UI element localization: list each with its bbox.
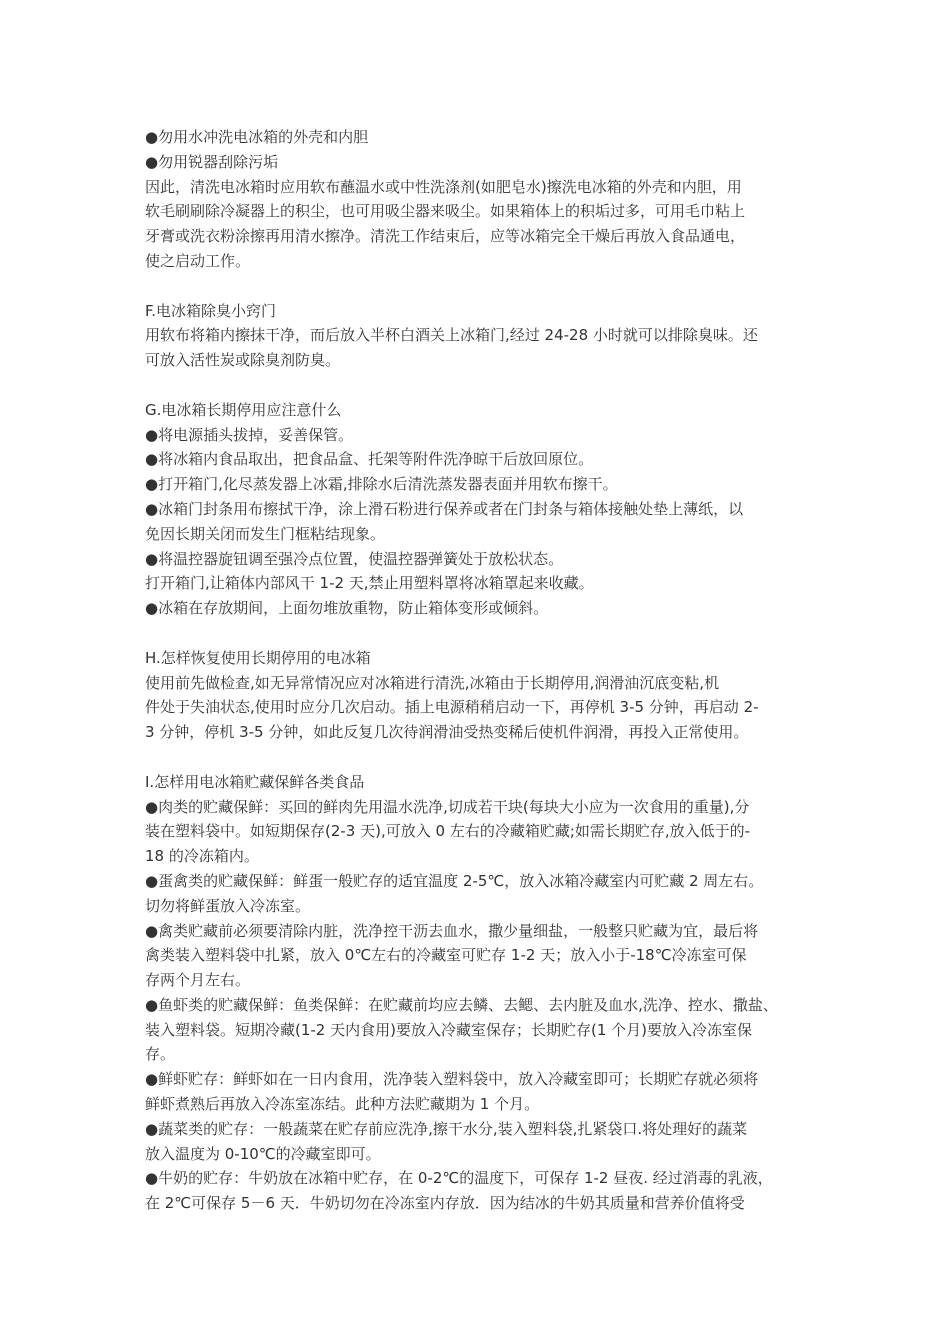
- text-line: 因此，清洗电冰箱时应用软布蘸温水或中性洗涤剂(如肥皂水)擦洗电冰箱的外壳和内胆，用: [145, 177, 742, 196]
- paragraph-gap: [145, 274, 810, 299]
- text-line: ●将电源插头拔掉，妥善保管。: [145, 425, 354, 444]
- text-line: 装入塑料袋。短期冷藏(1-2 天内食用)要放入冷藏室保存；长期贮存(1 个月)要放入冷冻室保: [145, 1020, 752, 1039]
- text-line: 鲜虾煮熟后再放入冷冻室冻结。此种方法贮藏期为 1 个月。: [145, 1095, 540, 1114]
- section-heading: I.怎样用电冰箱贮藏保鲜各类食品: [145, 772, 365, 791]
- paragraph-gap: [145, 745, 810, 770]
- text-line: ●冰箱在存放期间，上面勿堆放重物，防止箱体变形或倾斜。: [145, 599, 549, 618]
- text-line: 18 的冷冻箱内。: [145, 847, 259, 866]
- text-line: ●冰箱门封条用布擦拭干净，涂上滑石粉进行保养或者在门封条与箱体接触处垫上薄纸，以: [145, 499, 744, 518]
- section-g: [145, 398, 810, 621]
- section-i: [145, 770, 810, 1216]
- text-line: 使用前先做检查,如无异常情况应对冰箱进行清洗,冰箱由于长期停用,润滑油沉底变粘,机: [145, 673, 720, 692]
- text-line: 可放入活性炭或除臭剂防臭。: [145, 351, 341, 370]
- paragraph-gap: [145, 373, 810, 398]
- text-line: ●禽类贮藏前必须要清除内脏，洗净控干沥去血水，撒少量细盐，一般整只贮藏为宜，最后将: [145, 921, 759, 940]
- text-line: 牙膏或洗衣粉涂擦再用清水擦净。清洗工作结束后，应等冰箱完全干燥后再放入食品通电，: [145, 227, 746, 246]
- text-line: 在 2℃可保存 5－6 天．牛奶切勿在冷冻室内存放．因为结冰的牛奶其质量和营养价值将受: [145, 1194, 745, 1213]
- section-heading: F.电冰箱除臭小窍门: [145, 301, 276, 320]
- text-line: 3 分钟，停机 3-5 分钟，如此反复几次待润滑油受热变稀后使机件润滑，再投入正常使用。: [145, 723, 749, 742]
- text-line: ●将温控器旋钮调至强冷点位置，使温控器弹簧处于放松状态。: [145, 549, 564, 568]
- text-line: 打开箱门,让箱体内部风干 1-2 天,禁止用塑料罩将冰箱罩起来收藏。: [145, 574, 594, 593]
- text-line: ●鱼虾类的贮藏保鲜：鱼类保鲜：在贮藏前均应去鳞、去鳃、去内脏及血水,洗净、控水、撒盐、: [145, 995, 778, 1014]
- text-line: 免因长期关闭而发生门框粘结现象。: [145, 524, 386, 543]
- text-line: ●打开箱门,化尽蒸发器上冰霜,排除水后清洗蒸发器表面并用软布擦干。: [145, 475, 618, 494]
- text-line: 切勿将鲜蛋放入冷冻室。: [145, 896, 311, 915]
- text-line: ●勿用水冲洗电冰箱的外壳和内胆: [145, 128, 369, 146]
- text-line: ●蛋禽类的贮藏保鲜：鲜蛋一般贮存的适宜温度 2-5℃，放入冰箱冷藏室内可贮藏 2 周左右。: [145, 871, 764, 890]
- text-line: ●蔬菜类的贮存：一般蔬菜在贮存前应洗净,擦干水分,装入塑料袋,扎紧袋口.将处理好的蔬菜: [145, 1119, 748, 1138]
- text-line: ●肉类的贮藏保鲜：买回的鲜肉先用温水洗净,切成若干块(每块大小应为一次食用的重量),分: [145, 797, 750, 816]
- text-line: 放入温度为 0-10℃的冷藏室即可。: [145, 1144, 381, 1163]
- text-line: 件处于失油状态,使用时应分几次启动。插上电源稍稍启动一下，再停机 3-5 分钟，再启动 2-: [145, 698, 759, 717]
- section-f: [145, 299, 810, 373]
- text-line: 使之启动工作。: [145, 251, 251, 270]
- text-line: 装在塑料袋中。如短期保存(2-3 天),可放入 0 左右的冷藏箱贮藏;如需长期贮存,放入低于的-: [145, 822, 751, 841]
- text-line: 存两个月左右。: [145, 971, 251, 990]
- section-heading: H.怎样恢复使用长期停用的电冰箱: [145, 648, 371, 667]
- text-line: 禽类装入塑料袋中扎紧，放入 0℃左右的冷藏室可贮存 1-2 天；放入小于-18℃冷冻室可保: [145, 946, 747, 965]
- text-line: ●牛奶的贮存：牛奶放在冰箱中贮存，在 0-2℃的温度下，可保存 1-2 昼夜. 经过消毒的乳液，: [145, 1169, 773, 1188]
- text-line: ●鲜虾贮存：鲜虾如在一日内食用，洗净装入塑料袋中，放入冷藏室即可；长期贮存就必须将: [145, 1070, 759, 1089]
- text-line: ●勿用锐器刮除污垢: [145, 152, 279, 171]
- paragraph-gap: [145, 621, 810, 646]
- text-line: 存。: [145, 1045, 176, 1064]
- section-heading: G.电冰箱长期停用应注意什么: [145, 400, 342, 419]
- text-line: 软毛刷刷除冷凝器上的积尘，也可用吸尘器来吸尘。如果箱体上的积垢过多，可用毛巾粘上: [145, 202, 746, 221]
- text-line: 用软布将箱内擦抹干净，而后放入半杯白酒关上冰箱门,经过 24-28 小时就可以排除臭味。还: [145, 326, 758, 345]
- section-h: [145, 646, 810, 745]
- document-body: [145, 125, 810, 1216]
- text-line: ●将冰箱内食品取出，把食品盒、托架等附件洗净晾干后放回原位。: [145, 450, 594, 469]
- intro: [145, 125, 810, 274]
